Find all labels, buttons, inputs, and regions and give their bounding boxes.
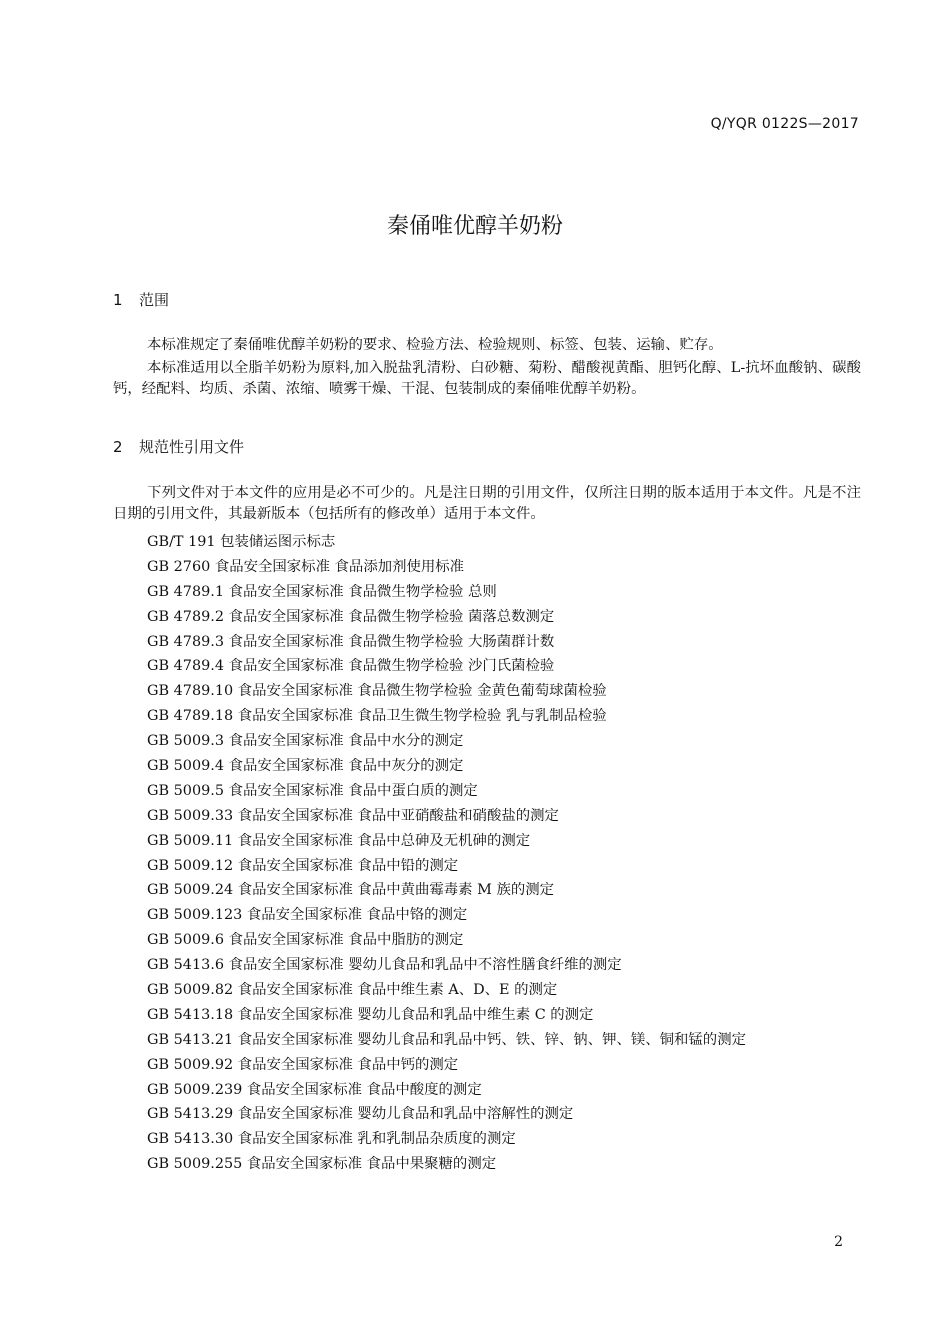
section-heading-normative-references (113, 436, 244, 457)
reference-item: GB 5009.123 食品安全国家标准 食品中铬的测定 (147, 907, 468, 924)
reference-item: GB 4789.18 食品安全国家标准 食品卫生微生物学检验 乳与乳制品检验 (147, 708, 607, 725)
section-heading-scope (113, 289, 169, 310)
reference-item: GB 4789.1 食品安全国家标准 食品微生物学检验 总则 (147, 583, 497, 600)
reference-item: GB 5009.3 食品安全国家标准 食品中水分的测定 (147, 733, 464, 750)
reference-item: GB 5009.11 食品安全国家标准 食品中总砷及无机砷的测定 (147, 832, 531, 849)
page-number: 2 (834, 1234, 843, 1250)
reference-item: GB 2760 食品安全国家标准 食品添加剂使用标准 (147, 558, 465, 575)
reference-item: GB 5413.21 食品安全国家标准 婴幼儿食品和乳品中钙、铁、锌、钠、钾、镁、铜和锰的测定 (147, 1031, 746, 1048)
section-title: 范围 (139, 291, 170, 309)
reference-item: GB 5009.4 食品安全国家标准 食品中灰分的测定 (147, 758, 464, 775)
reference-item: GB 4789.2 食品安全国家标准 食品微生物学检验 菌落总数测定 (147, 608, 555, 625)
reference-item: GB 5413.29 食品安全国家标准 婴幼儿食品和乳品中溶解性的测定 (147, 1106, 574, 1123)
reference-item: GB 4789.3 食品安全国家标准 食品微生物学检验 大肠菌群计数 (147, 633, 555, 650)
reference-item: GB 5009.82 食品安全国家标准 食品中维生素 A、D、E 的测定 (147, 982, 558, 999)
reference-item: GB 5009.12 食品安全国家标准 食品中铅的测定 (147, 857, 459, 874)
reference-item: GB 4789.10 食品安全国家标准 食品微生物学检验 金黄色葡萄球菌检验 (147, 683, 607, 700)
section-number: 1 (113, 291, 123, 309)
reference-list (147, 530, 746, 1177)
scope-paragraph-1: 本标准规定了秦俑唯优醇羊奶粉的要求、检验方法、检验规则、标签、包装、运输、贮存。 (147, 337, 723, 353)
reference-item: GB 5009.24 食品安全国家标准 食品中黄曲霉毒素 M 族的测定 (147, 882, 555, 899)
references-intro-paragraph: 下列文件对于本文件的应用是必不可少的。凡是注日期的引用文件，仅所注日期的版本适用于本文件。凡是不注日期的引用文件，其最新版本（包括所有的修改单）适用于本文件。 (113, 485, 861, 522)
reference-item: GB 5009.33 食品安全国家标准 食品中亚硝酸盐和硝酸盐的测定 (147, 807, 559, 824)
reference-item: GB 5413.30 食品安全国家标准 乳和乳制品杂质度的测定 (147, 1131, 516, 1148)
reference-item: GB 5009.92 食品安全国家标准 食品中钙的测定 (147, 1056, 459, 1073)
reference-item: GB 5009.239 食品安全国家标准 食品中酸度的测定 (147, 1081, 482, 1098)
reference-item: GB 4789.4 食品安全国家标准 食品微生物学检验 沙门氏菌检验 (147, 658, 555, 675)
scope-paragraph-2: 本标准适用以全脂羊奶粉为原料,加入脱盐乳清粉、白砂糖、菊粉、醋酸视黄酯、胆钙化醇、L-抗坏血酸钠、碳酸钙，经配料、均质、杀菌、浓缩、喷雾干燥、干混、包装制成的秦俑唯优醇羊奶粉。 (113, 360, 861, 397)
reference-item: GB 5009.5 食品安全国家标准 食品中蛋白质的测定 (147, 782, 478, 799)
reference-item: GB 5009.6 食品安全国家标准 食品中脂肪的测定 (147, 932, 464, 949)
section-number: 2 (113, 438, 123, 456)
document-title: 秦俑唯优醇羊奶粉 (386, 214, 563, 239)
reference-item: GB 5009.255 食品安全国家标准 食品中果聚糖的测定 (147, 1156, 497, 1173)
standard-code: Q/YQR 0122S—2017 (710, 116, 859, 132)
section-title: 规范性引用文件 (139, 438, 245, 456)
reference-item: GB 5413.6 食品安全国家标准 婴幼儿食品和乳品中不溶性膳食纤维的测定 (147, 957, 622, 974)
reference-item: GB/T 191 包装储运图示标志 (147, 534, 336, 550)
reference-item: GB 5413.18 食品安全国家标准 婴幼儿食品和乳品中维生素 C 的测定 (147, 1006, 594, 1023)
